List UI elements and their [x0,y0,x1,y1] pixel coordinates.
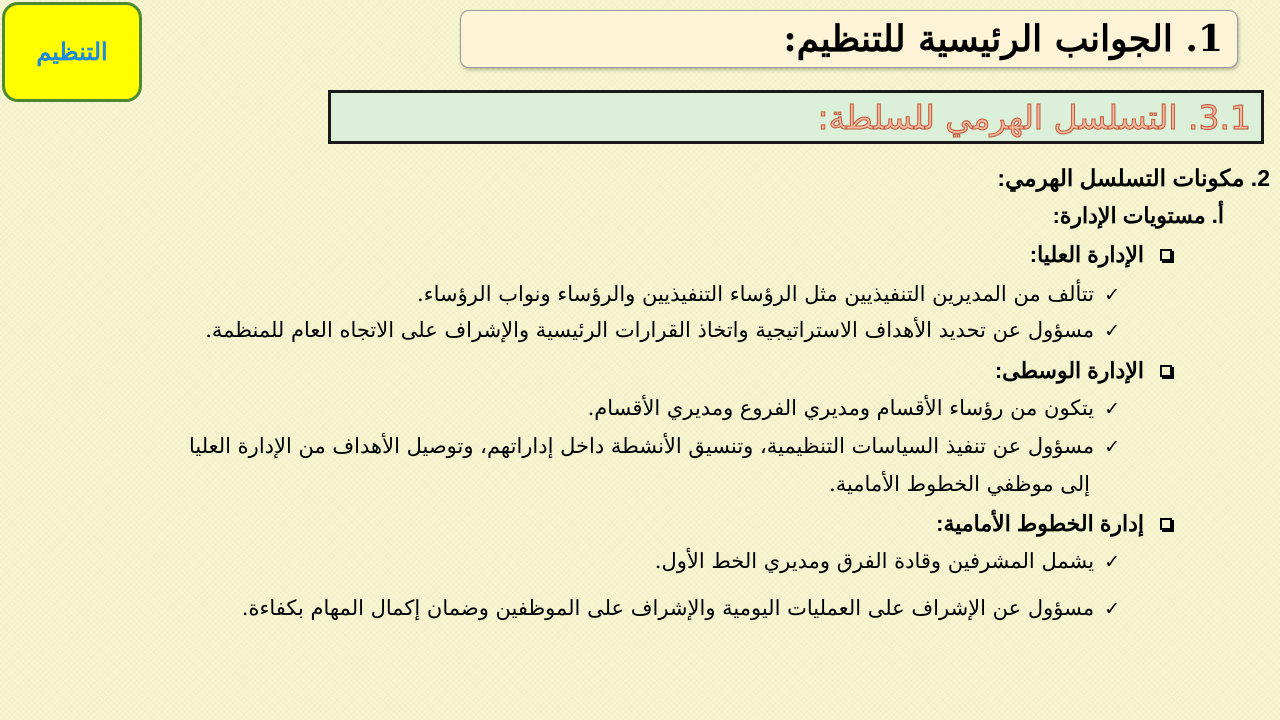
checkmark-icon: ✓ [1104,598,1120,620]
bullet-text: يشمل المشرفين وقادة الفرق ومديري الخط الأول. [654,549,1095,573]
checkmark-icon: ✓ [1104,320,1120,342]
checkmark-icon: ✓ [1104,551,1120,573]
bullet-text: مسؤول عن الإشراف على العمليات اليومية والإشراف على الموظفين وضمان إكمال المهام بكفاءة. [241,596,1095,620]
badge-label: التنظيم [36,38,108,66]
level-title: الإدارة العليا: [1029,242,1144,267]
checkmark-icon: ✓ [1104,398,1120,420]
checkmark-icon: ✓ [1104,436,1120,458]
level-title: إدارة الخطوط الأمامية: [936,511,1144,536]
level-frontline-management [936,512,1172,536]
bullet-item [588,397,1120,420]
page-title: 1. الجوانب الرئيسية للتنظيم: [783,18,1223,60]
subtitle-box [328,90,1264,144]
bullet-item [205,319,1120,342]
section-badge [2,2,142,102]
level-middle-management [995,359,1172,383]
checkbox-square-icon [1160,249,1172,261]
bullet-text: مسؤول عن تنفيذ السياسات التنظيمية، وتنسيق الأنشطة داخل إداراتهم، وتوصيل الأهداف من الإدارة العليا [188,434,1095,458]
level-top-management [1030,243,1172,267]
bullet-text: يتكون من رؤساء الأقسام ومديري الفروع ومديري الأقسام. [587,396,1095,420]
bullet-item [189,435,1120,458]
section-subheading: أ. مستويات الإدارة: [1052,203,1224,228]
bullet-item [417,283,1120,306]
bullet-text: مسؤول عن تحديد الأهداف الاستراتيجية واتخاذ القرارات الرئيسية والإشراف على الاتجاه العام للمنظمة. [205,318,1095,342]
bullet-text: تتألف من المديرين التنفيذيين مثل الرؤساء التنفيذيين والرؤساء ونواب الرؤساء. [417,282,1095,306]
bullet-item [242,597,1120,620]
bullet-continuation: إلى موظفي الخطوط الأمامية. [829,472,1090,496]
checkbox-square-icon [1160,518,1172,530]
checkmark-icon: ✓ [1104,284,1120,306]
bullet-item [655,550,1120,573]
title-box [460,10,1238,68]
page-subtitle: 3.1. التسلسل الهرمي للسلطة: [817,97,1251,137]
level-title: الإدارة الوسطى: [994,358,1144,383]
section-heading: 2. مكونات التسلسل الهرمي: [997,165,1270,191]
checkbox-square-icon [1160,365,1172,377]
